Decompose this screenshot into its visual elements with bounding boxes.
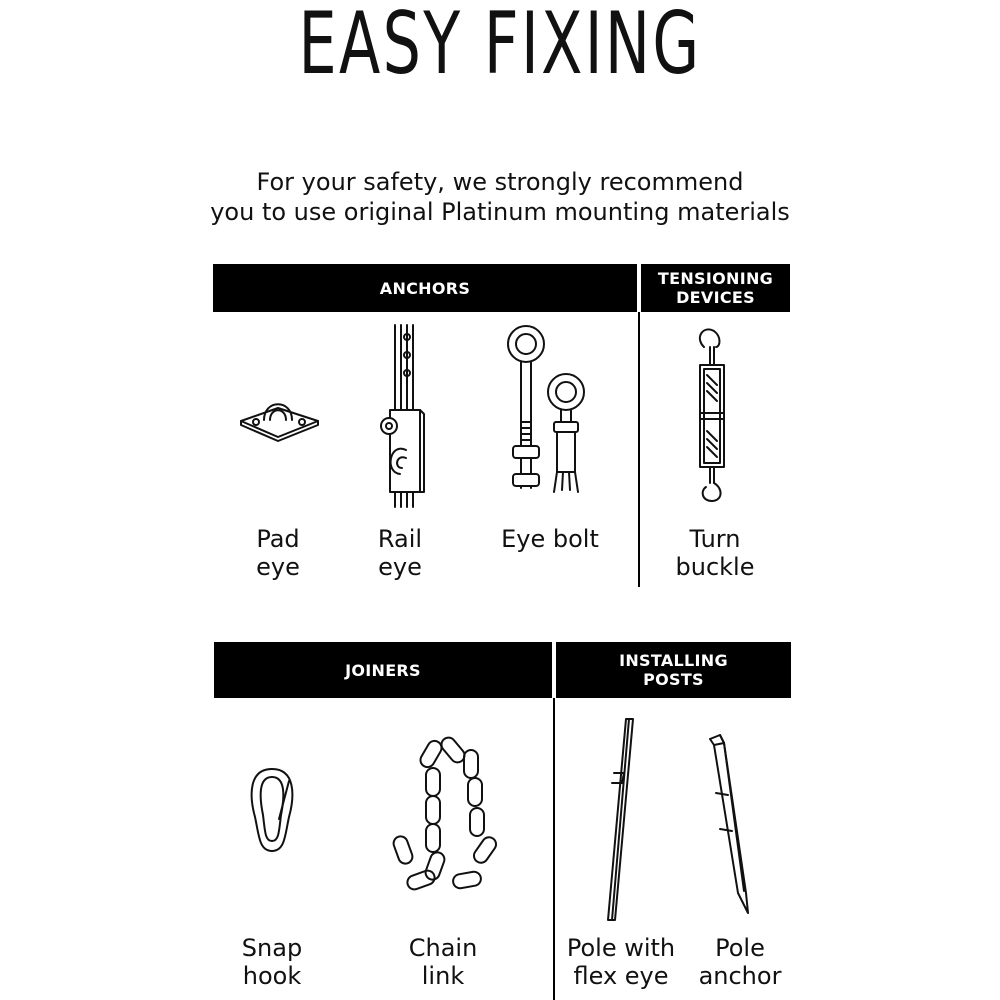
label-turn-buckle: Turn buckle [675, 525, 755, 581]
rail-eye-icon [376, 322, 436, 512]
section-header-tensioning-devices: TENSIONING DEVICES [641, 264, 790, 312]
label-pad-eye: Pad eye [256, 525, 300, 581]
chain-link-icon [388, 728, 508, 898]
label-eye-bolt: Eye bolt [501, 525, 599, 553]
label-rail-eye: Rail eye [377, 525, 423, 581]
page-title: EASY FIXING [298, 0, 702, 94]
snap-hook-icon [245, 765, 299, 857]
section-header-anchors: ANCHORS [213, 264, 637, 312]
column-divider-bottom [553, 698, 555, 1000]
subtitle-line-2: you to use original Platinum mounting materials [210, 198, 790, 226]
label-chain-link: Chain link [408, 934, 478, 990]
pole-with-flex-eye-icon [600, 715, 644, 925]
eye-bolt-icon [500, 322, 600, 502]
column-divider-top [638, 312, 640, 587]
subtitle-line-1: For your safety, we strongly recommend [256, 168, 744, 196]
turn-buckle-icon [690, 325, 740, 505]
label-pole-anchor: Pole anchor [698, 934, 782, 990]
pad-eye-icon [238, 385, 322, 445]
pole-anchor-icon [702, 733, 758, 918]
section-header-joiners: JOINERS [214, 642, 552, 698]
section-header-installing-posts: INSTALLING POSTS [556, 642, 791, 698]
label-pole-with-flex-eye: Pole with flex eye [566, 934, 676, 990]
label-snap-hook: Snap hook [241, 934, 303, 990]
